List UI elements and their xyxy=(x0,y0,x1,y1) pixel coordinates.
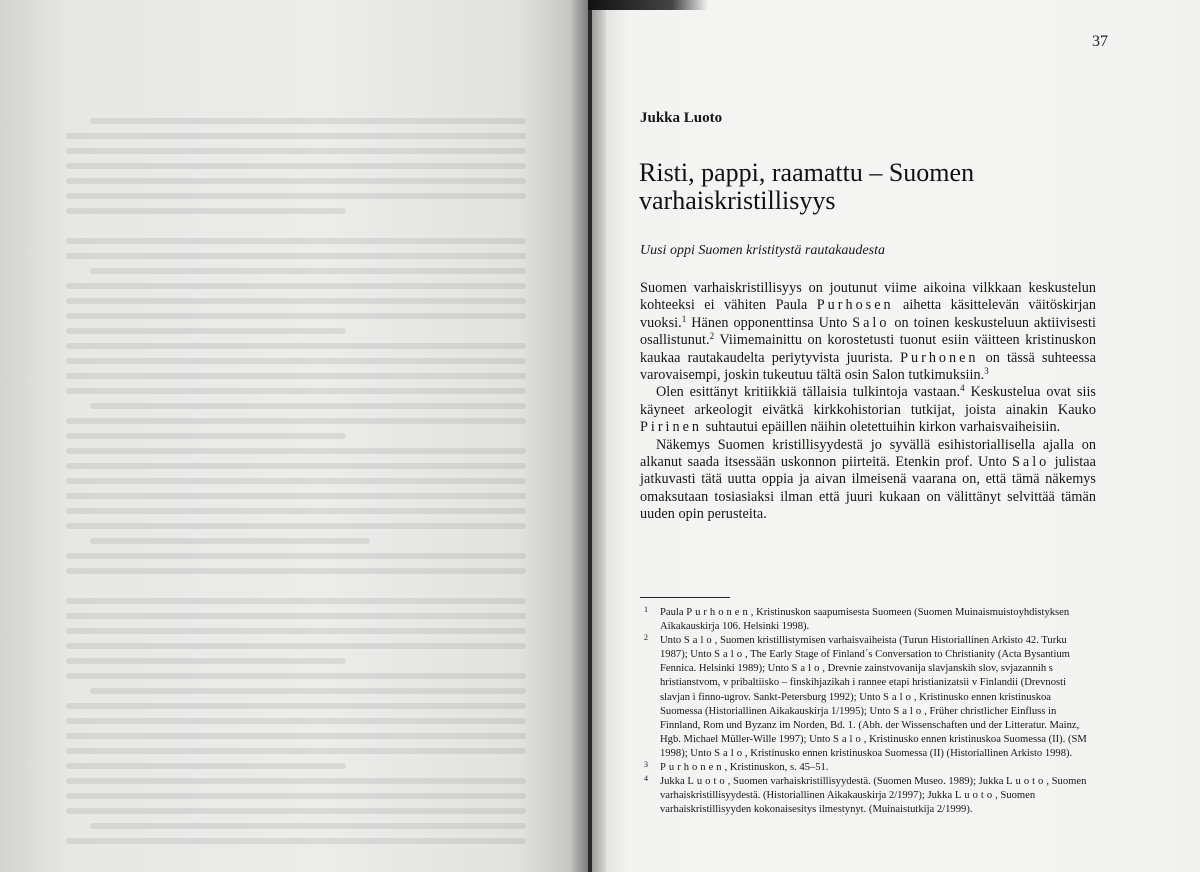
bleed-through-line xyxy=(66,673,526,679)
footnote-2 xyxy=(640,634,1094,761)
footnote-number: 1 xyxy=(644,605,648,614)
bleed-through-line xyxy=(66,658,346,664)
author-name: Salo xyxy=(683,635,715,647)
article-author: Jukka Luoto xyxy=(640,110,723,126)
article-body xyxy=(640,280,1096,524)
bleed-through-line xyxy=(66,373,526,379)
text-run: , Früher christlicher Einfluss in Finnland, Rom und Byzanz im Norden, Bd. 1. (Abh. der Wissenschaften und der Litteratur. Mainz, Hgb. Michael Müller-Wille 1997); Unto xyxy=(660,705,1080,745)
text-run: on tässä suhteessa varovaisempi, joskin tukeutuu tältä osin Salon tutkimuksiin. xyxy=(640,349,1096,384)
text-run: , Kristinuskon, s. 45–51. xyxy=(724,762,829,774)
text-run: Suomen varhaiskristillisyys on joutunut viime aikoina vilkkaan keskustelun kohteeksi ei vähiten Paula xyxy=(640,280,1096,314)
left-page-bleed-through xyxy=(0,0,588,872)
footnote-1 xyxy=(640,606,1094,634)
bleed-through-line xyxy=(66,628,526,634)
bleed-through-line xyxy=(66,358,526,364)
author-name: Purhosen xyxy=(816,297,894,314)
bleed-through-line xyxy=(66,523,526,529)
bleed-through-line xyxy=(66,778,526,784)
bleed-through-line xyxy=(66,238,526,244)
bleed-through-line xyxy=(66,148,526,154)
bleed-through-line xyxy=(66,568,526,574)
text-run: Hänen opponenttinsa Unto xyxy=(686,314,853,331)
bleed-through-line xyxy=(66,418,526,424)
bleed-through-line xyxy=(66,433,346,439)
footnote-number: 3 xyxy=(644,760,648,770)
bleed-through-line xyxy=(66,643,526,649)
author-name: Purhonen xyxy=(660,762,725,774)
author-name: Salo xyxy=(1012,454,1050,471)
bleed-through-line xyxy=(66,613,526,619)
bleed-through-line xyxy=(66,748,526,754)
bleed-through-line xyxy=(66,178,526,184)
bleed-through-line xyxy=(90,403,526,409)
bleed-through-line xyxy=(66,463,526,469)
text-run: Näkemys Suomen kristillisyydestä jo syvällä esihistoriallisella ajalla on alkanut saada itsessään uskonnon piirteitä. Etenkin prof. Unto xyxy=(640,436,1096,471)
text-run: Olen esittänyt kritiikkiä tällaisia tulkintoja vastaan. xyxy=(656,384,961,401)
author-name: Purhonen xyxy=(900,349,979,366)
bleed-through-line xyxy=(66,838,526,844)
author-name: Salo xyxy=(883,691,914,703)
text-run: , Kristinusko ennen kristinuskoa Suomessa (II). (SM 1998); Unto xyxy=(660,733,1087,759)
footnotes xyxy=(640,606,1094,817)
article-title: Risti, pappi, raamattu – Suomen varhaiskristillisyys xyxy=(639,158,975,215)
book-gutter-shadow xyxy=(570,0,606,872)
bleed-through-line xyxy=(66,703,526,709)
text-run: on toinen keskusteluun aktiivisesti osallistunut. xyxy=(640,314,1096,349)
text-run: , Kristinuskon saapumisesta Suomeen (Suomen Muinaismuistoyhdistyksen Aikakauskirja 106. Helsinki 1998). xyxy=(660,607,1070,633)
bleed-through-line xyxy=(66,508,526,514)
bleed-through-line xyxy=(66,328,346,334)
bleed-through-line xyxy=(66,808,526,814)
bleed-through-line xyxy=(66,598,526,604)
page-number: 37 xyxy=(1092,33,1108,50)
text-run: Jukka xyxy=(660,776,688,788)
bleed-through-line xyxy=(66,208,346,214)
paragraph-2 xyxy=(640,384,1096,436)
bleed-through-line xyxy=(66,718,526,724)
author-name: Luoto xyxy=(954,790,996,802)
footnote-ref: 2 xyxy=(709,331,715,342)
author-name: Salo xyxy=(893,705,925,717)
author-name: Salo xyxy=(832,733,864,745)
author-name: Luoto xyxy=(1006,776,1047,788)
author-name: Salo xyxy=(852,314,890,331)
text-run: Keskustelua ovat siis käyneet arkeologit eivätkä kirkkohistorian tutkijat, joista ainakin Kauko xyxy=(640,384,1097,418)
bleed-through-line xyxy=(66,163,526,169)
paragraph-1 xyxy=(640,280,1096,384)
text-run: , Suomen kristillistymisen varhaisvaiheista (Turun Historiallinen Arkisto 42. Turku 1987); Unto xyxy=(660,635,1067,661)
paragraph-3 xyxy=(640,437,1096,524)
footnote-number: 2 xyxy=(644,633,648,643)
text-run: Unto xyxy=(660,635,684,647)
author-name: Luoto xyxy=(687,776,728,788)
text-run: suhtautui epäillen näihin oletettuihin kirkon varhaisvaiheisiin. xyxy=(701,419,1061,436)
bleed-through-line xyxy=(66,553,526,559)
footnote-number: 4 xyxy=(644,774,648,784)
bleed-through-line xyxy=(66,733,526,739)
footnote-ref: 3 xyxy=(984,366,989,377)
bleed-through-line xyxy=(66,388,526,394)
text-run: , Drevnie zainstvovanija slavjanskih slov, svjazannih s hristianstvom, v pribaltiisko – finskihjazikah i rannee etapi hristianizatsii v Finlandii (Drevnosti slavjan i finno-ugrov. Sankt-Petersburg 1992); Unto xyxy=(660,663,1067,703)
footnote-ref: 4 xyxy=(960,383,965,394)
bleed-through-line xyxy=(66,793,526,799)
text-run: julistaa jatkuvasti tätä uutta oppia ja aivan ilmeisenä vaarana on, että tämä näkemys omaksutaan tosiasiaksi ilman että juuri kukaan on välittänyt selvittää tämän uuden opin perusteita. xyxy=(640,454,1096,523)
author-name: Pirinen xyxy=(640,419,702,436)
bleed-through-line xyxy=(66,763,346,769)
right-page xyxy=(592,0,1200,872)
bleed-through-line xyxy=(90,688,526,694)
text-run: , Suomen varhaiskristillisyyden kokonaisesitys ilmestynyt. (Muinaistutkija 2/1999). xyxy=(660,790,1036,816)
bleed-through-line xyxy=(90,268,526,274)
footnote-separator xyxy=(640,597,730,598)
text-run: , Suomen varhaiskristillisyydestä. (Historiallinen Aikakauskirja 2/1997); Jukka xyxy=(660,776,1087,802)
author-name: Salo xyxy=(714,649,745,661)
bleed-through-line xyxy=(66,493,526,499)
text-run: , Suomen varhaiskristillisyydestä. (Suomen Museo. 1989); Jukka xyxy=(727,776,1007,788)
text-run: , The Early Stage of Finland´s Conversation to Christianity (Acta Bysantium Fennica. Helsinki 1989); Unto xyxy=(660,649,1070,675)
bleed-through-line xyxy=(66,313,526,319)
footnote-4 xyxy=(640,775,1094,817)
bleed-through-line xyxy=(66,448,526,454)
bleed-through-line xyxy=(90,538,370,544)
bleed-through-line xyxy=(66,133,526,139)
scan-edge-shadow xyxy=(588,0,708,10)
article-subtitle: Uusi oppi Suomen kristitystä rautakaudesta xyxy=(640,243,885,258)
author-name: Salo xyxy=(714,747,745,759)
bleed-through-line xyxy=(66,298,526,304)
bleed-through-line xyxy=(90,118,526,124)
bleed-through-line xyxy=(66,343,526,349)
bleed-through-line xyxy=(66,478,526,484)
footnote-3 xyxy=(640,761,1094,775)
author-name: Purhonen xyxy=(686,607,751,618)
text-run: Paula xyxy=(660,607,687,618)
author-name: Salo xyxy=(791,663,823,675)
text-run: Viimemainittu on korostetusti tuonut esiin väitteen kristinuskon kaukaa rautakaudelta periytyvista juurista. xyxy=(640,332,1096,366)
bleed-through-line xyxy=(66,193,526,199)
text-run: , Kristinusko ennen kristinuskoa Suomessa (Historiallinen Aikakauskirja 1/1995); Unto xyxy=(660,691,1051,717)
text-run: , Kristinusko ennen kristinuskoa Suomessa (II) (Historiallinen Arkisto 1998). xyxy=(745,747,1073,759)
bleed-through-line xyxy=(66,253,526,259)
text-run: aihetta käsittelevän väitöskirjan vuoksi. xyxy=(640,297,1096,331)
bleed-through-line xyxy=(66,283,526,289)
footnote-ref: 1 xyxy=(681,313,687,324)
bleed-through-line xyxy=(90,823,526,829)
